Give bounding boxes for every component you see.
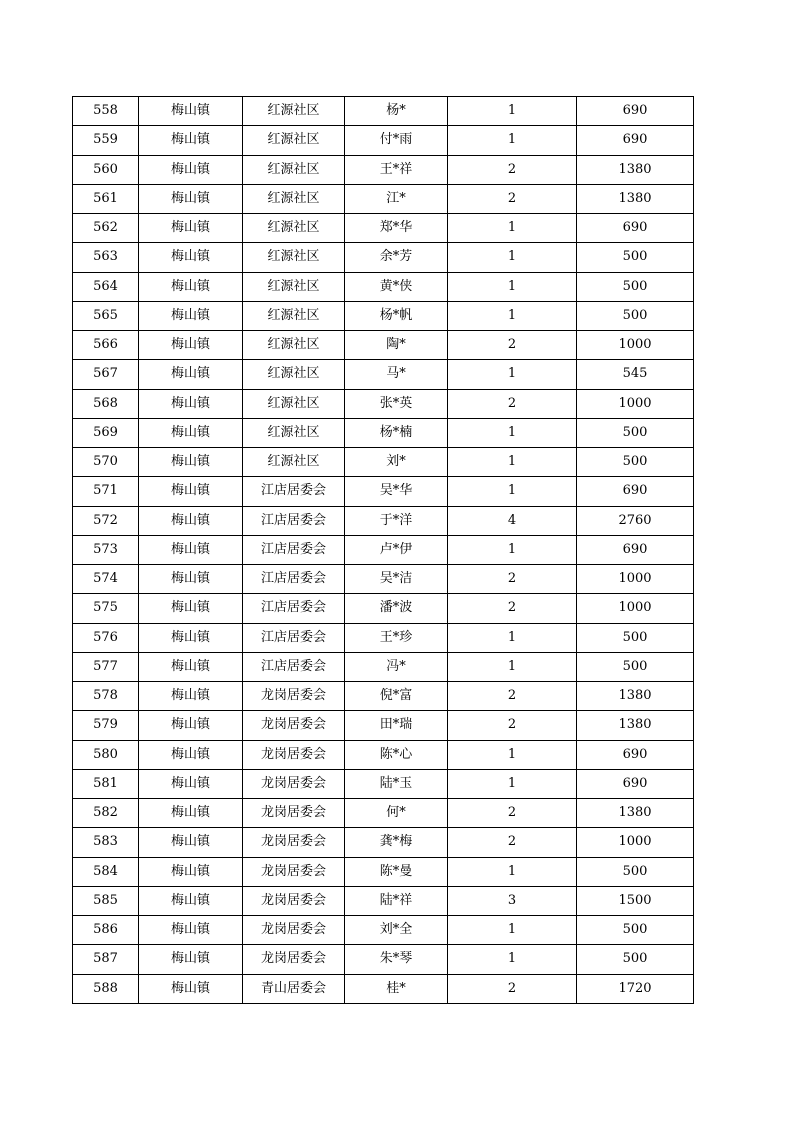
name-cell: 黄*侠 [345,272,448,301]
town-cell: 梅山镇 [139,331,243,360]
town-cell: 梅山镇 [139,272,243,301]
community-cell: 江店居委会 [243,506,345,535]
community-cell: 红源社区 [243,243,345,272]
community-cell: 红源社区 [243,272,345,301]
household-count-cell: 1 [448,916,577,945]
row-number-cell: 560 [73,155,139,184]
row-number-cell: 563 [73,243,139,272]
name-cell: 桂* [345,974,448,1003]
community-cell: 红源社区 [243,389,345,418]
household-count-cell: 1 [448,623,577,652]
town-cell: 梅山镇 [139,301,243,330]
town-cell: 梅山镇 [139,682,243,711]
household-count-cell: 1 [448,301,577,330]
household-count-cell: 2 [448,974,577,1003]
household-count-cell: 1 [448,535,577,564]
amount-cell: 500 [577,301,694,330]
name-cell: 刘* [345,448,448,477]
community-cell: 龙岗居委会 [243,916,345,945]
town-cell: 梅山镇 [139,799,243,828]
household-count-cell: 1 [448,272,577,301]
town-cell: 梅山镇 [139,243,243,272]
community-cell: 红源社区 [243,360,345,389]
name-cell: 陈*心 [345,740,448,769]
household-count-cell: 2 [448,711,577,740]
row-number-cell: 574 [73,565,139,594]
row-number-cell: 587 [73,945,139,974]
row-number-cell: 567 [73,360,139,389]
community-cell: 红源社区 [243,418,345,447]
name-cell: 郑*华 [345,214,448,243]
town-cell: 梅山镇 [139,389,243,418]
community-cell: 红源社区 [243,97,345,126]
name-cell: 卢*伊 [345,535,448,564]
household-count-cell: 2 [448,565,577,594]
town-cell: 梅山镇 [139,448,243,477]
household-count-cell: 1 [448,769,577,798]
table-row [73,155,694,184]
household-count-cell: 1 [448,360,577,389]
table-row [73,535,694,564]
name-cell: 余*芳 [345,243,448,272]
name-cell: 朱*琴 [345,945,448,974]
name-cell: 杨* [345,97,448,126]
name-cell: 吴*洁 [345,565,448,594]
community-cell: 青山居委会 [243,974,345,1003]
name-cell: 马* [345,360,448,389]
table-row [73,301,694,330]
row-number-cell: 578 [73,682,139,711]
community-cell: 龙岗居委会 [243,886,345,915]
table-row [73,272,694,301]
town-cell: 梅山镇 [139,360,243,389]
town-cell: 梅山镇 [139,623,243,652]
row-number-cell: 580 [73,740,139,769]
town-cell: 梅山镇 [139,126,243,155]
amount-cell: 500 [577,945,694,974]
amount-cell: 1380 [577,184,694,213]
row-number-cell: 562 [73,214,139,243]
row-number-cell: 558 [73,97,139,126]
row-number-cell: 579 [73,711,139,740]
name-cell: 田*瑞 [345,711,448,740]
amount-cell: 1000 [577,331,694,360]
community-cell: 红源社区 [243,331,345,360]
amount-cell: 1000 [577,565,694,594]
table-row [73,916,694,945]
community-cell: 龙岗居委会 [243,828,345,857]
name-cell: 于*洋 [345,506,448,535]
row-number-cell: 585 [73,886,139,915]
table-row [73,389,694,418]
community-cell: 红源社区 [243,184,345,213]
community-cell: 江店居委会 [243,594,345,623]
table-row [73,828,694,857]
household-count-cell: 1 [448,857,577,886]
town-cell: 梅山镇 [139,711,243,740]
table-row [73,477,694,506]
amount-cell: 1380 [577,682,694,711]
name-cell: 王*祥 [345,155,448,184]
name-cell: 何* [345,799,448,828]
town-cell: 梅山镇 [139,535,243,564]
amount-cell: 500 [577,916,694,945]
amount-cell: 500 [577,243,694,272]
town-cell: 梅山镇 [139,886,243,915]
row-number-cell: 561 [73,184,139,213]
amount-cell: 2760 [577,506,694,535]
row-number-cell: 581 [73,769,139,798]
row-number-cell: 564 [73,272,139,301]
household-count-cell: 2 [448,682,577,711]
name-cell: 龚*梅 [345,828,448,857]
community-cell: 龙岗居委会 [243,711,345,740]
amount-cell: 690 [577,214,694,243]
amount-cell: 690 [577,477,694,506]
row-number-cell: 577 [73,652,139,681]
table-row [73,360,694,389]
table-row [73,740,694,769]
community-cell: 龙岗居委会 [243,945,345,974]
town-cell: 梅山镇 [139,740,243,769]
town-cell: 梅山镇 [139,945,243,974]
row-number-cell: 569 [73,418,139,447]
amount-cell: 1500 [577,886,694,915]
town-cell: 梅山镇 [139,477,243,506]
household-count-cell: 2 [448,331,577,360]
household-count-cell: 4 [448,506,577,535]
town-cell: 梅山镇 [139,418,243,447]
community-cell: 江店居委会 [243,477,345,506]
row-number-cell: 566 [73,331,139,360]
table-row [73,97,694,126]
row-number-cell: 584 [73,857,139,886]
town-cell: 梅山镇 [139,184,243,213]
table-row [73,945,694,974]
table-row [73,652,694,681]
name-cell: 陶* [345,331,448,360]
name-cell: 王*珍 [345,623,448,652]
table-row [73,565,694,594]
town-cell: 梅山镇 [139,974,243,1003]
table-row [73,126,694,155]
name-cell: 陆*祥 [345,886,448,915]
amount-cell: 690 [577,97,694,126]
household-count-cell: 2 [448,828,577,857]
amount-cell: 1000 [577,389,694,418]
community-cell: 红源社区 [243,214,345,243]
name-cell: 付*雨 [345,126,448,155]
name-cell: 倪*富 [345,682,448,711]
amount-cell: 1720 [577,974,694,1003]
town-cell: 梅山镇 [139,916,243,945]
row-number-cell: 573 [73,535,139,564]
community-cell: 江店居委会 [243,652,345,681]
name-cell: 杨*帆 [345,301,448,330]
roster-table-body [73,97,694,1004]
household-count-cell: 2 [448,184,577,213]
amount-cell: 690 [577,740,694,769]
household-count-cell: 1 [448,652,577,681]
community-cell: 红源社区 [243,301,345,330]
row-number-cell: 583 [73,828,139,857]
name-cell: 冯* [345,652,448,681]
table-row [73,214,694,243]
town-cell: 梅山镇 [139,857,243,886]
table-row [73,711,694,740]
amount-cell: 1380 [577,711,694,740]
town-cell: 梅山镇 [139,769,243,798]
roster-table [72,96,694,1004]
table-row [73,243,694,272]
town-cell: 梅山镇 [139,565,243,594]
household-count-cell: 1 [448,418,577,447]
amount-cell: 500 [577,652,694,681]
table-row [73,418,694,447]
household-count-cell: 2 [448,389,577,418]
table-row [73,974,694,1003]
household-count-cell: 1 [448,243,577,272]
table-row [73,857,694,886]
table-row [73,886,694,915]
town-cell: 梅山镇 [139,652,243,681]
amount-cell: 500 [577,623,694,652]
name-cell: 陆*玉 [345,769,448,798]
community-cell: 龙岗居委会 [243,769,345,798]
row-number-cell: 588 [73,974,139,1003]
row-number-cell: 565 [73,301,139,330]
town-cell: 梅山镇 [139,506,243,535]
row-number-cell: 576 [73,623,139,652]
table-row [73,623,694,652]
community-cell: 江店居委会 [243,623,345,652]
town-cell: 梅山镇 [139,97,243,126]
household-count-cell: 1 [448,740,577,769]
community-cell: 红源社区 [243,155,345,184]
row-number-cell: 570 [73,448,139,477]
household-count-cell: 2 [448,155,577,184]
amount-cell: 1380 [577,155,694,184]
row-number-cell: 582 [73,799,139,828]
amount-cell: 545 [577,360,694,389]
name-cell: 吴*华 [345,477,448,506]
town-cell: 梅山镇 [139,828,243,857]
community-cell: 江店居委会 [243,535,345,564]
community-cell: 龙岗居委会 [243,799,345,828]
table-row [73,799,694,828]
household-count-cell: 1 [448,214,577,243]
name-cell: 江* [345,184,448,213]
name-cell: 张*英 [345,389,448,418]
community-cell: 红源社区 [243,448,345,477]
row-number-cell: 586 [73,916,139,945]
household-count-cell: 1 [448,97,577,126]
household-count-cell: 2 [448,799,577,828]
household-count-cell: 1 [448,477,577,506]
table-row [73,184,694,213]
amount-cell: 1380 [577,799,694,828]
table-row [73,331,694,360]
table-row [73,506,694,535]
community-cell: 江店居委会 [243,565,345,594]
community-cell: 红源社区 [243,126,345,155]
table-row [73,682,694,711]
town-cell: 梅山镇 [139,155,243,184]
amount-cell: 690 [577,535,694,564]
household-count-cell: 2 [448,594,577,623]
table-row [73,594,694,623]
community-cell: 龙岗居委会 [243,682,345,711]
amount-cell: 500 [577,448,694,477]
community-cell: 龙岗居委会 [243,857,345,886]
household-count-cell: 3 [448,886,577,915]
amount-cell: 500 [577,418,694,447]
row-number-cell: 572 [73,506,139,535]
amount-cell: 1000 [577,594,694,623]
name-cell: 杨*楠 [345,418,448,447]
row-number-cell: 575 [73,594,139,623]
row-number-cell: 568 [73,389,139,418]
household-count-cell: 1 [448,448,577,477]
amount-cell: 1000 [577,828,694,857]
row-number-cell: 559 [73,126,139,155]
name-cell: 潘*波 [345,594,448,623]
amount-cell: 500 [577,272,694,301]
household-count-cell: 1 [448,126,577,155]
household-count-cell: 1 [448,945,577,974]
town-cell: 梅山镇 [139,594,243,623]
name-cell: 陈*曼 [345,857,448,886]
table-row [73,769,694,798]
table-row [73,448,694,477]
amount-cell: 690 [577,126,694,155]
amount-cell: 500 [577,857,694,886]
amount-cell: 690 [577,769,694,798]
row-number-cell: 571 [73,477,139,506]
name-cell: 刘*全 [345,916,448,945]
community-cell: 龙岗居委会 [243,740,345,769]
town-cell: 梅山镇 [139,214,243,243]
